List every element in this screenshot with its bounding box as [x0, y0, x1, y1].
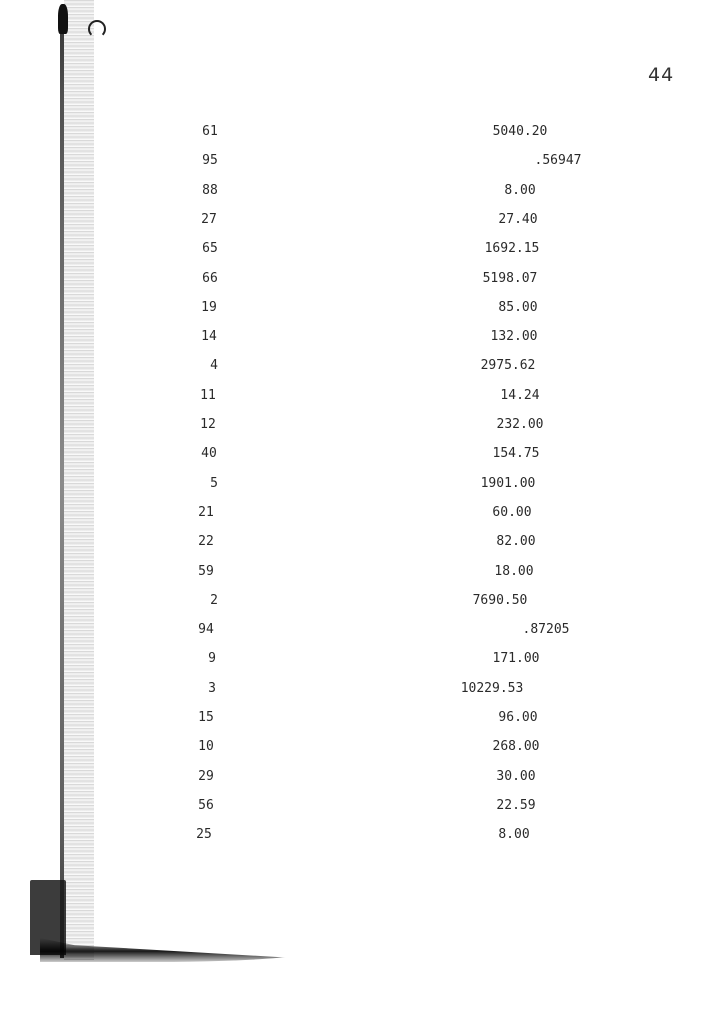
- item-number: 59: [198, 563, 214, 579]
- item-value: 171.00: [492, 651, 540, 667]
- item-value: 154.75: [492, 446, 540, 462]
- item-value: 1692.15: [484, 241, 540, 257]
- item-number: 19: [201, 299, 217, 315]
- item-number: 95: [202, 153, 218, 169]
- item-value: 14.24: [500, 387, 540, 403]
- table-row: [0, 827, 728, 847]
- item-number: 4: [210, 358, 218, 374]
- item-number: 56: [198, 797, 214, 813]
- item-value: 27.40: [498, 211, 538, 227]
- item-value: 232.00: [496, 417, 544, 432]
- table-row: [0, 153, 728, 173]
- item-value: 8.00: [498, 827, 530, 843]
- item-value: 18.00: [494, 563, 534, 579]
- table-row: [0, 651, 728, 671]
- item-value: 60.00: [492, 504, 532, 520]
- item-number: 12: [200, 417, 216, 432]
- table-row: [0, 564, 728, 584]
- table-row: [0, 476, 728, 496]
- item-number: 2: [210, 592, 218, 608]
- table-row: [0, 446, 728, 466]
- table-row: [0, 710, 728, 730]
- item-number: 65: [202, 241, 218, 257]
- item-value: 82.00: [496, 534, 536, 550]
- table-row: [0, 212, 728, 232]
- item-number: 29: [198, 768, 214, 784]
- item-value: 10229.53: [460, 680, 524, 696]
- item-value: 2975.62: [480, 358, 536, 374]
- table-row: [0, 534, 728, 554]
- ink-mark: [58, 4, 68, 34]
- item-value: 268.00: [492, 739, 540, 755]
- item-number: 94: [198, 622, 214, 638]
- table-row: [0, 329, 728, 349]
- item-number: 22: [198, 534, 214, 550]
- item-value: 8.00: [504, 182, 536, 198]
- item-value: 30.00: [496, 768, 536, 784]
- item-value: 22.59: [496, 797, 536, 813]
- table-row: [0, 241, 728, 261]
- item-value: .87205: [522, 622, 570, 638]
- circle-mark: [88, 20, 106, 38]
- item-number: 10: [198, 739, 214, 755]
- item-number: 15: [198, 710, 214, 725]
- item-value: 132.00: [490, 329, 538, 345]
- table-row: [0, 769, 728, 789]
- table-row: [0, 681, 728, 701]
- item-number: 11: [200, 387, 216, 403]
- table-row: [0, 271, 728, 291]
- item-number: 9: [208, 651, 216, 667]
- table-row: [0, 505, 728, 525]
- item-number: 21: [198, 504, 214, 520]
- item-value: 96.00: [498, 710, 538, 725]
- item-number: 14: [201, 329, 217, 345]
- item-value: 5040.20: [492, 124, 548, 139]
- table-row: [0, 622, 728, 642]
- item-number: 5: [210, 475, 218, 491]
- table-row: [0, 417, 728, 437]
- table-row: [0, 183, 728, 203]
- table-row: [0, 739, 728, 759]
- item-number: 3: [208, 680, 216, 696]
- item-number: 25: [196, 827, 212, 843]
- table-row: [0, 358, 728, 378]
- item-number: 66: [202, 270, 218, 286]
- item-number: 40: [201, 446, 217, 462]
- item-value: 1901.00: [480, 475, 536, 491]
- item-value: 7690.50: [472, 592, 528, 608]
- table-row: [0, 300, 728, 320]
- item-number: 61: [202, 124, 218, 139]
- table-row: [0, 388, 728, 408]
- item-number: 88: [202, 182, 218, 198]
- item-value: .56947: [534, 153, 582, 169]
- table-row: [0, 798, 728, 818]
- item-value: 85.00: [498, 299, 538, 315]
- item-value: 5198.07: [482, 270, 538, 286]
- table-row: [0, 593, 728, 613]
- item-number: 27: [201, 211, 217, 227]
- page-number: 44: [648, 64, 675, 86]
- table-row: [0, 124, 728, 144]
